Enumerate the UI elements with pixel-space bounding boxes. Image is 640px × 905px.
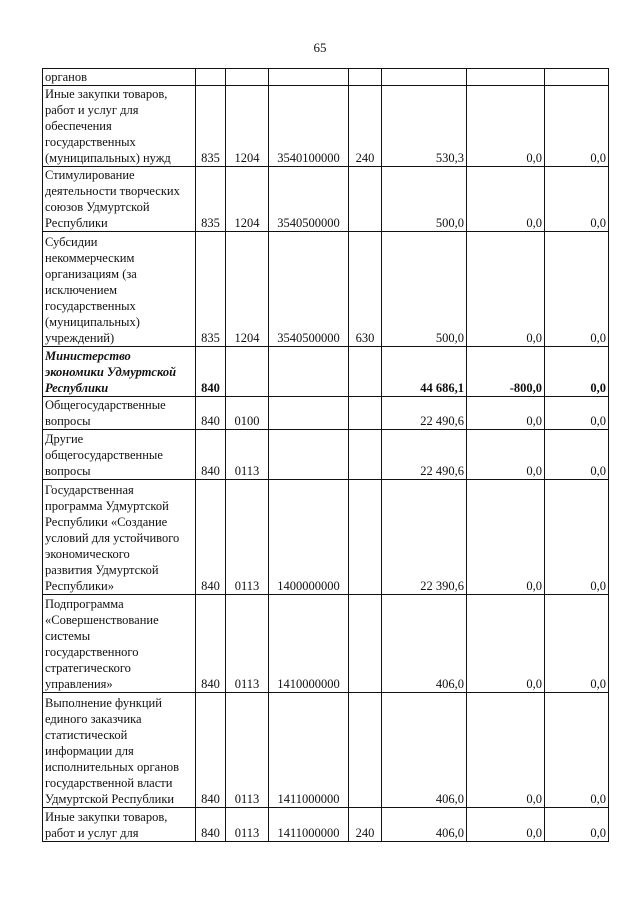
amount-cell: 406,0 [382,808,467,842]
table-row [43,595,609,693]
total-cell: 0,0 [545,808,609,842]
table-body [43,69,609,842]
change-cell: 0,0 [467,167,545,232]
row-name-cell: Подпрограмма «Совершенствование системы государственного стратегического управления» [43,595,196,693]
table-row [43,69,609,86]
section-code-cell [226,69,269,86]
ved-code-cell: 840 [196,480,226,595]
amount-cell: 406,0 [382,595,467,693]
change-cell: 0,0 [467,808,545,842]
total-cell: 0,0 [545,693,609,808]
ved-code-cell: 835 [196,86,226,167]
section-code-cell: 0113 [226,808,269,842]
expense-type-cell: 240 [349,808,382,842]
table-row [43,480,609,595]
section-code-cell: 0113 [226,693,269,808]
change-cell: 0,0 [467,595,545,693]
amount-cell: 22 390,6 [382,480,467,595]
row-name-cell: органов [43,69,196,86]
expense-type-cell [349,167,382,232]
target-article-cell [269,69,349,86]
table-row [43,86,609,167]
target-article-cell: 1400000000 [269,480,349,595]
ved-code-cell: 835 [196,167,226,232]
target-article-cell: 3540500000 [269,167,349,232]
table-row [43,430,609,480]
ved-code-cell: 840 [196,693,226,808]
expense-type-cell [349,69,382,86]
section-code-cell: 0100 [226,397,269,430]
expense-type-cell [349,430,382,480]
row-name-cell: Субсидии некоммерческим организациям (за исключением государственных (муниципальных) учреждений) [43,232,196,347]
target-article-cell: 1410000000 [269,595,349,693]
table-row [43,347,609,397]
section-code-cell: 1204 [226,232,269,347]
expense-type-cell [349,347,382,397]
section-code-cell: 0113 [226,430,269,480]
amount-cell: 22 490,6 [382,430,467,480]
change-cell: 0,0 [467,693,545,808]
table-row [43,808,609,842]
section-code-cell: 1204 [226,86,269,167]
target-article-cell [269,347,349,397]
ved-code-cell: 835 [196,232,226,347]
expense-type-cell [349,397,382,430]
page-number: 65 [313,40,327,55]
expense-type-cell [349,693,382,808]
row-name-cell: Государственная программа Удмуртской Республики «Создание условий для устойчивого экономического развития Удмуртской Республики» [43,480,196,595]
change-cell: 0,0 [467,232,545,347]
change-cell: 0,0 [467,397,545,430]
target-article-cell [269,430,349,480]
target-article-cell: 3540100000 [269,86,349,167]
table-row [43,167,609,232]
ved-code-cell: 840 [196,347,226,397]
change-cell: 0,0 [467,480,545,595]
total-cell [545,69,609,86]
change-cell: -800,0 [467,347,545,397]
section-code-cell: 1204 [226,167,269,232]
total-cell: 0,0 [545,397,609,430]
target-article-cell: 3540500000 [269,232,349,347]
expense-type-cell [349,480,382,595]
amount-cell: 500,0 [382,167,467,232]
total-cell: 0,0 [545,347,609,397]
row-name-cell: Иные закупки товаров, работ и услуг для [43,808,196,842]
row-name-cell: Стимулирование деятельности творческих союзов Удмуртской Республики [43,167,196,232]
target-article-cell: 1411000000 [269,693,349,808]
total-cell: 0,0 [545,86,609,167]
row-name-cell: Министерство экономики Удмуртской Республики [43,347,196,397]
budget-table [42,68,609,842]
row-name-cell: Иные закупки товаров, работ и услуг для обеспечения государственных (муниципальных) нужд [43,86,196,167]
table-row [43,397,609,430]
row-name-cell: Выполнение функций единого заказчика статистической информации для исполнительных органов государственной власти Удмуртской Республики [43,693,196,808]
total-cell: 0,0 [545,430,609,480]
table-row [43,693,609,808]
ved-code-cell: 840 [196,595,226,693]
target-article-cell [269,397,349,430]
section-code-cell [226,347,269,397]
amount-cell: 500,0 [382,232,467,347]
expense-type-cell: 240 [349,86,382,167]
total-cell: 0,0 [545,232,609,347]
change-cell: 0,0 [467,86,545,167]
section-code-cell: 0113 [226,480,269,595]
amount-cell: 44 686,1 [382,347,467,397]
total-cell: 0,0 [545,595,609,693]
total-cell: 0,0 [545,480,609,595]
expense-type-cell: 630 [349,232,382,347]
ved-code-cell: 840 [196,808,226,842]
target-article-cell: 1411000000 [269,808,349,842]
amount-cell: 406,0 [382,693,467,808]
ved-code-cell: 840 [196,397,226,430]
ved-code-cell [196,69,226,86]
row-name-cell: Общегосударственные вопросы [43,397,196,430]
row-name-cell: Другие общегосударственные вопросы [43,430,196,480]
total-cell: 0,0 [545,167,609,232]
expense-type-cell [349,595,382,693]
change-cell [467,69,545,86]
amount-cell: 530,3 [382,86,467,167]
table-row [43,232,609,347]
amount-cell: 22 490,6 [382,397,467,430]
amount-cell [382,69,467,86]
change-cell: 0,0 [467,430,545,480]
ved-code-cell: 840 [196,430,226,480]
section-code-cell: 0113 [226,595,269,693]
